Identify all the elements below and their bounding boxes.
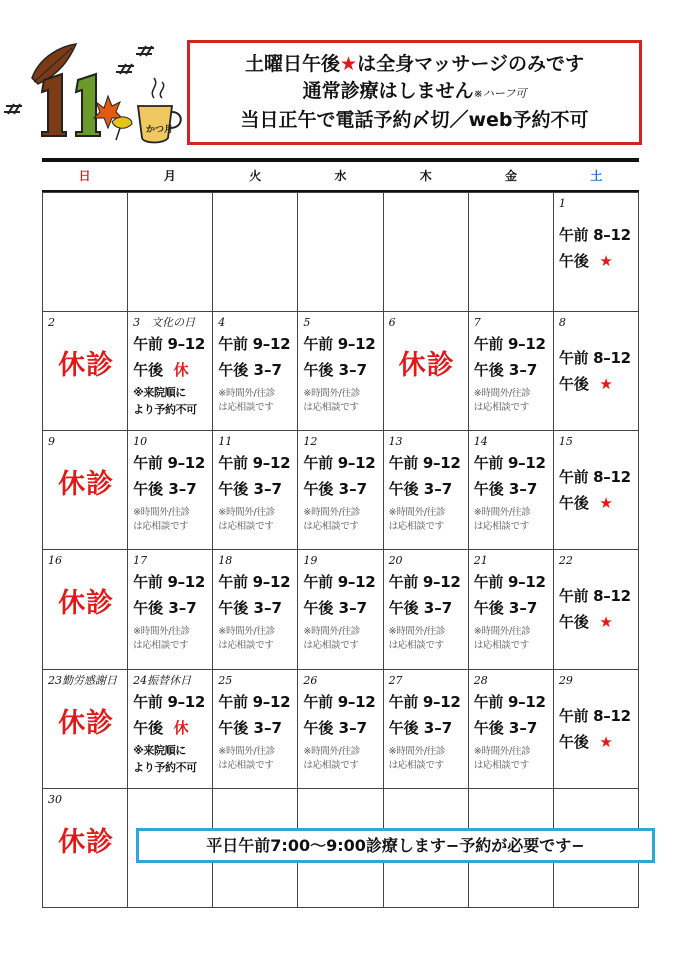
- day-cell-6: [384, 312, 469, 431]
- pm-hours: 午後 休: [133, 718, 189, 737]
- day-number: 21: [473, 554, 488, 568]
- walkin-note: ※来院順に より予約不可: [133, 743, 197, 774]
- am-hours: 午前 9–12: [133, 573, 206, 592]
- am-hours: 午前 9–12: [218, 692, 291, 711]
- day-cell-24: [128, 670, 213, 789]
- am-hours: 午前 9–12: [388, 573, 461, 592]
- day-number: 28: [473, 673, 488, 687]
- day-cell-28: [469, 670, 554, 789]
- day-cell-26: [298, 670, 383, 789]
- day-cell-7: [469, 312, 554, 431]
- day-number: 5: [303, 316, 311, 330]
- am-hours: 午前 9–12: [133, 335, 206, 354]
- star-icon: ★: [599, 732, 613, 751]
- pm-hours: 午後 ★: [558, 252, 613, 270]
- day-number: 12: [303, 435, 318, 449]
- weekday-tue: 火: [249, 169, 262, 183]
- pm-hours: 午後 3–7: [388, 480, 453, 499]
- afterhours-note: ※時間外/往診 は応相談です: [388, 745, 446, 771]
- pm-hours: 午後 3–7: [473, 599, 538, 618]
- day-number: 1: [558, 197, 566, 210]
- notice-line-3: 当日正午で電話予約〆切／web予約不可: [240, 109, 589, 131]
- day-number: 19: [303, 554, 318, 568]
- day-cell-19: [298, 550, 383, 669]
- pm-hours: 午後 3–7: [473, 480, 538, 499]
- empty-cell: [43, 193, 128, 312]
- pm-hours: 午後 ★: [558, 613, 613, 632]
- day-cell-30: [43, 789, 128, 908]
- day-number: 14: [473, 435, 488, 449]
- day-cell-20: [384, 550, 469, 669]
- am-hours: 午前 9–12: [388, 454, 461, 473]
- notice-line-2: 通常診療はしません※ハーフ可: [302, 80, 527, 102]
- pm-hours: 午後 3–7: [133, 599, 197, 618]
- pm-hours: 午後 3–7: [303, 718, 368, 737]
- afterhours-note: ※時間外/往診 は応相談です: [303, 745, 360, 771]
- am-hours: 午前 9–12: [218, 454, 291, 473]
- afterhours-note: ※時間外/往診 は応相談です: [218, 745, 275, 771]
- pm-hours: 午後 ★: [558, 732, 613, 751]
- weekday-sat: 土: [590, 169, 603, 183]
- am-hours: 午前 9–12: [473, 692, 546, 711]
- star-icon: ★: [599, 613, 613, 632]
- pm-hours: 午後 3–7: [303, 480, 368, 499]
- am-hours: 午前 9–12: [218, 573, 291, 592]
- closed-label: 休診: [58, 469, 115, 501]
- day-number: 3 文化の日: [133, 316, 196, 330]
- closed-label: 休診: [58, 350, 115, 382]
- am-hours: 午前 9–12: [388, 692, 461, 711]
- early-hours-banner: 平日午前7:00〜9:00診療します−予約が必要です−: [136, 828, 655, 863]
- pm-hours: 午後 3–7: [303, 361, 368, 380]
- notice-line-1: 土曜日午後★は全身マッサージのみです: [245, 53, 584, 75]
- day-number: 27: [388, 673, 403, 687]
- am-hours: 午前 9–12: [303, 454, 376, 473]
- pm-hours: 午後 3–7: [218, 599, 282, 618]
- am-hours: 午前 9–12: [133, 454, 206, 473]
- day-cell-17: [128, 550, 213, 669]
- empty-cell: [298, 193, 383, 312]
- day-number: 2: [48, 316, 55, 330]
- day-number: 17: [133, 554, 148, 568]
- day-number: 23勤労感謝日: [48, 673, 117, 687]
- logo-text: 11: [100, 92, 102, 93]
- am-hours: 午前 9–12: [218, 335, 291, 354]
- weekday-mon: 月: [163, 169, 176, 183]
- pm-hours: 午後 3–7: [388, 718, 453, 737]
- cup-label: かつ月: [146, 125, 174, 135]
- afterhours-note: ※時間外/往診 は応相談です: [133, 507, 190, 533]
- am-hours: 午前 9–12: [473, 454, 546, 473]
- day-number: 29: [558, 673, 573, 687]
- star-icon: ★: [599, 494, 613, 513]
- day-cell-18: [213, 550, 298, 669]
- coffee-cup-icon: [138, 78, 181, 143]
- day-number: 9: [48, 435, 55, 449]
- ginkgo-leaf-icon: [112, 117, 132, 140]
- day-cell-25: [213, 670, 298, 789]
- closed-label: 休診: [58, 588, 115, 620]
- am-hours: 午前 8–12: [558, 587, 631, 606]
- day-number: 24振替休日: [133, 673, 192, 687]
- day-cell-14: [469, 431, 554, 550]
- empty-cell: [213, 193, 298, 312]
- day-number: 4: [218, 316, 226, 330]
- weekday-thu: 木: [419, 169, 432, 183]
- am-hours: 午前 9–12: [473, 573, 546, 592]
- am-hours: 午前 8–12: [558, 226, 631, 244]
- closed-label: 休診: [398, 350, 455, 382]
- day-number: 25: [218, 673, 233, 687]
- calendar-grid: [42, 192, 639, 908]
- pm-hours: 午後 ★: [558, 494, 613, 513]
- day-number: 15: [558, 435, 573, 449]
- pm-hours: 午後 3–7: [303, 599, 368, 618]
- day-number: 16: [48, 554, 62, 568]
- november-logo: [4, 34, 190, 150]
- star-icon: ★: [340, 53, 358, 75]
- am-hours: 午前 9–12: [473, 335, 546, 354]
- closed-label: 休診: [58, 826, 115, 858]
- weekday-sun: 日: [78, 169, 91, 183]
- afterhours-note: ※時間外/往診 は応相談です: [473, 388, 531, 414]
- day-cell-21: [469, 550, 554, 669]
- day-number: 13: [388, 435, 403, 449]
- day-cell-22: [554, 550, 639, 669]
- day-cell-3: [128, 312, 213, 431]
- closed-label: 休診: [58, 707, 115, 739]
- pm-hours: 午後 休: [133, 361, 189, 380]
- day-number: 6: [388, 316, 396, 330]
- empty-cell: [128, 193, 213, 312]
- day-cell-16: [43, 550, 128, 669]
- day-number: 18: [218, 554, 233, 568]
- pm-hours: 午後 3–7: [218, 480, 282, 499]
- weekday-wed: 水: [334, 169, 347, 183]
- day-cell-10: [128, 431, 213, 550]
- day-cell-13: [384, 431, 469, 550]
- afterhours-note: ※時間外/往診 は応相談です: [303, 626, 360, 652]
- am-hours: 午前 8–12: [558, 706, 631, 725]
- day-cell-5: [298, 312, 383, 431]
- pm-hours: 午後 3–7: [218, 361, 282, 380]
- afterhours-note: ※時間外/往診 は応相談です: [133, 626, 190, 652]
- day-cell-11: [213, 431, 298, 550]
- day-number: 7: [473, 316, 481, 330]
- day-number: 30: [48, 792, 62, 806]
- weekday-header: [42, 162, 639, 190]
- day-cell-27: [384, 670, 469, 789]
- day-number: 26: [303, 673, 318, 687]
- afterhours-note: ※時間外/往診 は応相談です: [218, 507, 275, 533]
- empty-cell: [469, 193, 554, 312]
- pm-hours: 午後 3–7: [473, 361, 538, 380]
- day-cell-15: [554, 431, 639, 550]
- day-cell-1: [554, 193, 639, 312]
- day-cell-9: [43, 431, 128, 550]
- day-cell-23: [43, 670, 128, 789]
- day-cell-4: [213, 312, 298, 431]
- am-hours: 午前 9–12: [133, 692, 206, 711]
- pm-hours: 午後 3–7: [218, 718, 282, 737]
- day-number: 20: [388, 554, 403, 568]
- am-hours: 午前 8–12: [558, 349, 631, 368]
- walkin-note: ※来院順に より予約不可: [133, 386, 197, 417]
- pm-hours: 午後 3–7: [388, 599, 453, 618]
- star-icon: ★: [599, 375, 613, 394]
- afterhours-note: ※時間外/往診 は応相談です: [303, 388, 360, 414]
- am-hours: 午前 8–12: [558, 468, 631, 487]
- afterhours-note: ※時間外/往診 は応相談です: [473, 745, 531, 771]
- day-cell-8: [554, 312, 639, 431]
- day-cell-29: [554, 670, 639, 789]
- day-number: 11: [218, 435, 233, 449]
- afterhours-note: ※時間外/往診 は応相談です: [388, 507, 446, 533]
- am-hours: 午前 9–12: [303, 573, 376, 592]
- day-number: 8: [558, 316, 566, 330]
- saturday-notice: [187, 40, 642, 145]
- afterhours-note: ※時間外/往診 は応相談です: [218, 388, 275, 414]
- afterhours-note: ※時間外/往診 は応相談です: [473, 507, 531, 533]
- day-number: 10: [133, 435, 148, 449]
- am-hours: 午前 9–12: [303, 335, 376, 354]
- afterhours-note: ※時間外/往診 は応相談です: [303, 507, 360, 533]
- pm-hours: 午後 3–7: [473, 718, 538, 737]
- day-cell-2: [43, 312, 128, 431]
- number-eleven-icon: [42, 74, 100, 136]
- afterhours-note: ※時間外/往診 は応相談です: [473, 626, 531, 652]
- day-number: 22: [558, 554, 573, 568]
- empty-cell: [384, 193, 469, 312]
- day-cell-12: [298, 431, 383, 550]
- afterhours-note: ※時間外/往診 は応相談です: [388, 626, 446, 652]
- pm-hours: 午後 3–7: [133, 480, 197, 499]
- am-hours: 午前 9–12: [303, 692, 376, 711]
- star-icon: ★: [599, 252, 613, 270]
- afterhours-note: ※時間外/往診 は応相談です: [218, 626, 275, 652]
- weekday-fri: 金: [505, 169, 518, 183]
- pm-hours: 午後 ★: [558, 375, 613, 394]
